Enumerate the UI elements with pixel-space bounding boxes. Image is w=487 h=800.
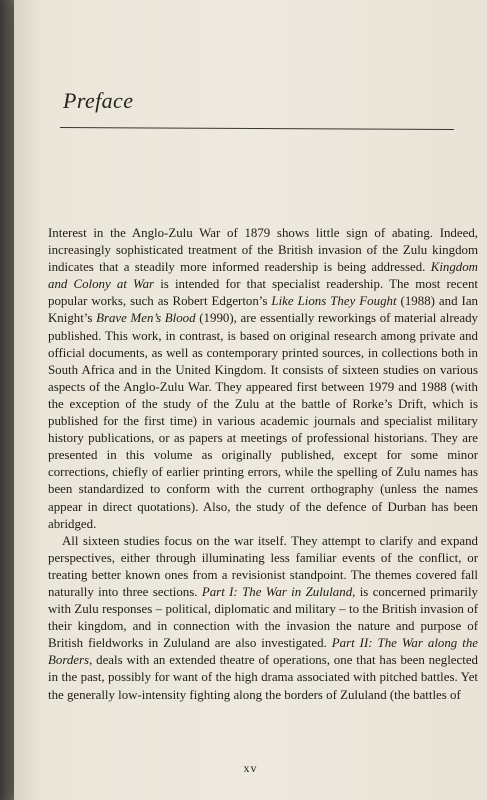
italic-title: Kingdom and Colony at War <box>48 260 478 292</box>
italic-title: Like Lions They Fought <box>271 294 397 309</box>
italic-title: Brave Men’s Blood <box>96 311 196 326</box>
binding-shadow <box>0 0 14 800</box>
book-page <box>14 0 487 800</box>
heading-rule <box>60 127 454 130</box>
text-run: is intended for that specialist readership. The most recent popular works, such as Robert Edgerton’s <box>48 277 478 309</box>
italic-title: Part I: The War in Zululand <box>201 584 353 599</box>
text-run: (1988) and Ian Knight’s <box>48 294 478 326</box>
body-text <box>48 225 478 704</box>
paragraph <box>48 225 478 533</box>
text-run: Interest in the Anglo-Zulu War of 1879 shows little sign of abating. Indeed, increasingly sophisticated treatment of the British invasion of the Zulu kingdom indicates that a steadily more informed readership is being addressed. <box>48 226 478 275</box>
text-run: (1990), are essentially reworkings of material already published. This work, in contrast, is based on original research among private and official documents, as well as contemporary printed sources, in collections both in South Africa and in the United Kingdom. It consists of sixteen studies on various aspects of the Anglo-Zulu War. They appeared first between 1979 and 1988 (with the exception of the study of the Zulu at the battle of Rorke’s Drift, which is published for the first time) in various academic journals and specialist military history publications, or as papers at meetings of professional historians. They are presented in this volume as originally published, except for some minor corrections, chiefly of earlier printing errors, while the spelling of Zulu names has been standardized to conform with the current orthography (unless the names appear in direct quotations). Also, the study of the defence of Durban has been abridged. <box>48 311 478 531</box>
text-run: , is concerned primarily with Zulu responses – political, diplomatic and military – to the British invasion of their kingdom, and in connection with the invasion the nature and purpose of British fieldworks in Zululand are also investigated. <box>48 584 478 651</box>
text-run: All sixteen studies focus on the war itself. They attempt to clarify and expand perspectives, either through illuminating less familiar events of the conflict, or treating better known ones from a revisionist standpoint. The themes covered fall naturally into three sections. <box>48 533 478 599</box>
paragraph <box>48 533 478 704</box>
page-title: Preface <box>63 88 134 113</box>
italic-title: Part II: The War along the Borders <box>48 636 478 668</box>
page-number: xv <box>243 761 258 775</box>
text-run: , deals with an extended theatre of operations, one that has been neglected in the past, possibly for want of the high drama associated with pitched battles. Yet the generally low-intensity fighting along the borders of Zululand (the battles of <box>48 653 478 702</box>
